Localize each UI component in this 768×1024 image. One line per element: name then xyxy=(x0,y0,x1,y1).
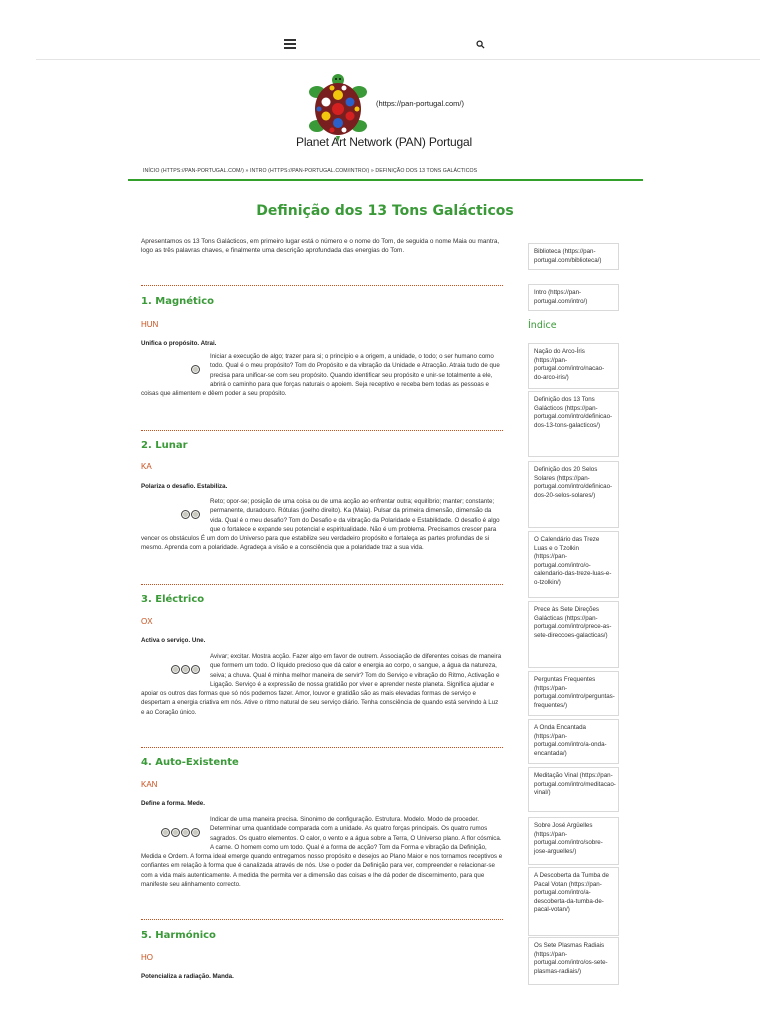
breadcrumb-home-link[interactable]: INÍCIO (HTTPS://PAN-PORTUGAL.COM/) xyxy=(143,168,244,174)
header-divider xyxy=(128,179,643,181)
home-link[interactable]: (https://pan-portugal.com/) xyxy=(376,99,464,108)
index-link-20-selos-solares[interactable]: Definição dos 20 Selos Solares (https://pan-portugal.com/intro/definicao-dos-20-selos-solares/) xyxy=(528,461,619,528)
section-divider xyxy=(141,919,503,920)
section-divider xyxy=(141,285,503,286)
search-icon[interactable] xyxy=(476,40,485,49)
dot-icon xyxy=(181,828,190,837)
tone-description xyxy=(141,652,503,717)
dot-icon xyxy=(191,510,200,519)
index-link-onda-encantada[interactable]: A Onda Encantada (https://pan-portugal.com/intro/a-onda-encantada/) xyxy=(528,719,619,764)
tone-maya-name: OX xyxy=(141,617,153,626)
tone-keywords: Define a forma. Mede. xyxy=(141,800,205,807)
tone-keywords: Unifica o propósito. Atrai. xyxy=(141,340,217,347)
breadcrumb-separator: » xyxy=(243,168,250,174)
index-link-13-tons-galacticos[interactable]: Definição dos 13 Tons Galácticos (https://pan-portugal.com/intro/definicao-dos-13-tons-galacticos/) xyxy=(528,391,619,457)
index-link-tumba-pacal-votan[interactable]: A Descoberta da Tumba de Pacal Votan (https://pan-portugal.com/intro/a-descoberta-da-tumba-de-pacal-votan/) xyxy=(528,867,619,936)
dot-icon xyxy=(191,365,200,374)
intro-paragraph: Apresentamos os 13 Tons Galácticos, em primeiro lugar está o número e o nome do Tom, de seguida o nome Maia ou mantra, logo as três palavras chaves, e finalmente uma descrição aprofundada das energias do Tom. xyxy=(141,238,500,255)
section-divider xyxy=(141,747,503,748)
dot-icon xyxy=(181,510,190,519)
top-bar xyxy=(36,30,760,60)
dot-icon xyxy=(171,665,180,674)
site-title: Planet Art Network (PAN) Portugal xyxy=(296,135,472,149)
tone-heading: 2. Lunar xyxy=(141,440,188,451)
tone-glyph xyxy=(141,821,200,843)
index-link-nacao-do-arco-iris[interactable]: Nação do Arco-Íris (https://pan-portugal.com/intro/nacao-do-arco-iris/) xyxy=(528,343,619,389)
turtle-logo[interactable] xyxy=(303,74,373,142)
sidebar-link-intro[interactable]: Intro (https://pan-portugal.com/intro/) xyxy=(528,284,619,311)
tone-description xyxy=(141,497,503,553)
tone-heading: 1. Magnético xyxy=(141,296,215,307)
sidebar-link-biblioteca[interactable]: Biblioteca (https://pan-portugal.com/biblioteca/) xyxy=(528,243,619,270)
index-link-calendario-treze-luas[interactable]: O Calendário das Treze Luas e o Tzolkin (https://pan-portugal.com/intro/o-calendario-das-treze-luas-e-o-tzolkin/) xyxy=(528,531,619,598)
sidebar-index-title: Índice xyxy=(528,320,557,331)
breadcrumb-intro-link[interactable]: INTRO (HTTPS://PAN-PORTUGAL.COM/INTRO/) xyxy=(250,168,370,174)
tone-description-text: Indicar de uma maneira precisa. Sinonimo de configuração. Estrutura. Modelo. Modo de proceder. Determinar uma quantidade comparada com a unidade. As quatro forças principais. Os quatro rumos sagrados. Os quatro elementos. O calor, o vento e a água sobre a Terra, O Universo plano. A flor cósmica. A carne. O homem como um todo. Qual é a forma de acção? Tom da Forma e vibração da Definição, Medida e Ordem. A forma ideal emerge quando entregamos nosso propósito e desejos ao Plano Maior e nos tornamos receptivos e confiantes em relação à forma que é canalizada através de nós. Use o poder da Definição para ver, compreender e relacionar-se com a vida mais autenticamente. A medida the permita ver a dimensão das coisas e lhe dá poder de discernimento, para que manifeste seu alinhamento correcto. xyxy=(141,816,503,889)
page-title: Definição dos 13 Tons Galácticos xyxy=(256,203,514,219)
tone-heading: 4. Auto-Existente xyxy=(141,757,239,768)
breadcrumb-current: DEFINIÇÃO DOS 13 TONS GALÁCTICOS xyxy=(375,168,478,174)
tone-description xyxy=(141,815,503,889)
tone-maya-name: HO xyxy=(141,953,153,962)
tone-description-text: Iniciar a execução de algo; trazer para si; o princípio e a origem, a unidade, o todo; o ser humano como todo. Qual é o meu propósito? Tom do Propósito e da vibração da Unidade e Atracção. Atraia tudo de que precisa para unificar-se com seu propósito. Quando identificar seu propósito e unir-se totalmente a ele, abrirá o caminho para que forças naturais o apoiem. Seja receptivo e receba bem todas as pessoas e coisas que alimentem e dêem poder a seu propósito. xyxy=(141,353,500,398)
tone-glyph xyxy=(141,503,200,525)
section-divider xyxy=(141,430,503,431)
dot-icon xyxy=(181,665,190,674)
index-link-prece-sete-direcoes[interactable]: Prece às Sete Direções Galácticas (https://pan-portugal.com/intro/prece-as-sete-direccoes-galacticas/) xyxy=(528,601,619,668)
index-link-sobre-jose-arguelles[interactable]: Sobre José Argüelles (https://pan-portugal.com/intro/sobre-jose-arguelles/) xyxy=(528,817,619,865)
tone-maya-name: HUN xyxy=(141,320,159,329)
index-link-sete-plasmas-radiais[interactable]: Os Sete Plasmas Radiais (https://pan-portugal.com/intro/os-sete-plasmas-radiais/) xyxy=(528,937,619,985)
tone-keywords: Activa o serviço. Une. xyxy=(141,637,206,644)
tone-description-text: Reto; opor-se; posição de uma coisa ou de uma acção ao enfrentar outra; equilíbrio; manter; constante; permanente, duradouro. Rótulas (joelho direito). Ka (Maia). Pulsar da primeira dimensão, dimensão da vida. Qual é o meu desafio? Tom do Desafio e da vibração da Polaridade e Estabilidade. O desafio é algo que o fortalece e expande seu potencial e espiritualidade. Não é um problema. Precisamos crescer para vencer os obstáculos É um dom do Universo para que estabilize seu verdadeiro propósito e fortaleça as partes profundas de si mesmo. Aprenda com a polaridade. Agradeça a visão e a consciência que a polaridade traz a sua vida. xyxy=(141,498,500,552)
tone-maya-name: KAN xyxy=(141,780,158,789)
dot-icon xyxy=(161,828,170,837)
breadcrumb-separator: » xyxy=(369,168,376,174)
breadcrumb xyxy=(143,168,477,174)
tone-heading: 3. Eléctrico xyxy=(141,594,205,605)
tone-glyph xyxy=(141,358,200,380)
dot-icon xyxy=(171,828,180,837)
tone-description xyxy=(141,352,503,398)
dot-icon xyxy=(191,828,200,837)
tone-glyph xyxy=(141,658,200,680)
tone-keywords: Potencializa a radiação. Manda. xyxy=(141,973,234,980)
hamburger-menu-icon[interactable] xyxy=(284,39,296,49)
tone-heading: 5. Harmónico xyxy=(141,930,216,941)
tone-keywords: Polariza o desafio. Estabiliza. xyxy=(141,483,228,490)
tone-description-text: Avivar; excitar. Mostra acção. Fazer algo em favor de outrem. Associação de diferentes coisas de maneira que formem um todo. O líquido precioso que dá calor e energia ao corpo, o sangue, a água da natureza, seiva; a chuva. Qual é minha melhor maneira de servir? Tom do Serviço e vibração do Ritmo, Activação e Ligação. Serviço é a expressão de nossa gratidão por viver e aprender neste planeta. Significa ajudar e apoiar os outros das formas que só nós podemos fazer. Amor, louvor e gratidão são as mais elevadas formas de serviço e despertam a energia criativa em nós. Ative o ritmo natural de seu serviço diário. Tenha consciência de quando está servindo à Luz e ao Coração único. xyxy=(141,653,502,716)
index-link-perguntas-frequentes[interactable]: Perguntas Frequentes (https://pan-portugal.com/intro/perguntas-frequentes/) xyxy=(528,671,619,716)
dot-icon xyxy=(191,665,200,674)
tone-maya-name: KA xyxy=(141,462,152,471)
index-link-meditacao-vinal[interactable]: Meditação Vinal (https://pan-portugal.com/intro/meditacao-vinal/) xyxy=(528,767,619,812)
section-divider xyxy=(141,584,503,585)
